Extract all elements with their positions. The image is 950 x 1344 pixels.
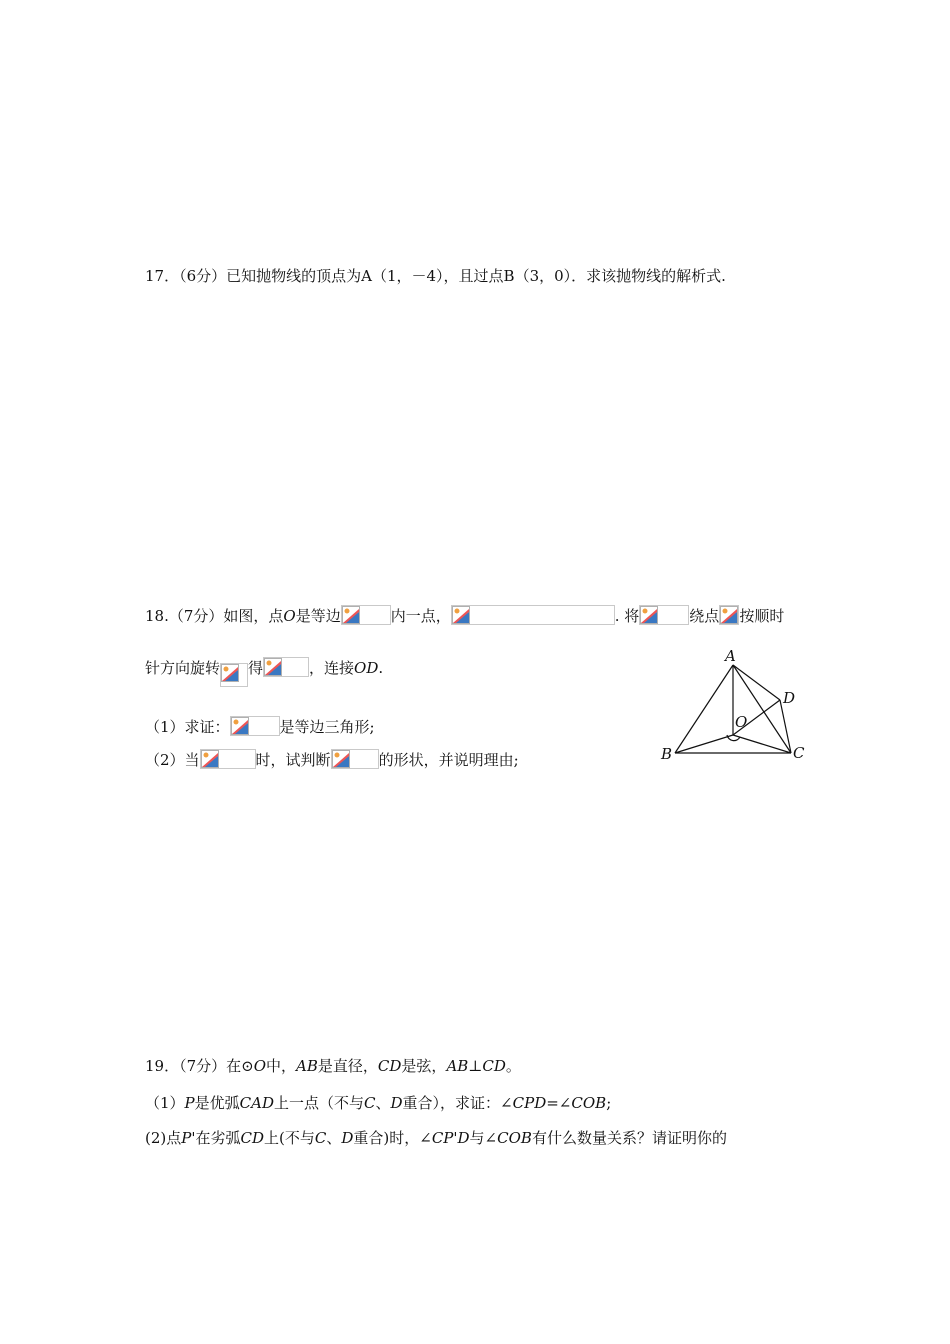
label-d: D	[783, 689, 796, 707]
q18-text: 18.（7分）如图，点	[145, 607, 284, 625]
q19-arc-cad: CAD	[239, 1094, 274, 1112]
q19-text: 重合)时，∠	[353, 1129, 432, 1147]
q18-text: 的形状，并说明理由;	[378, 751, 519, 769]
q19-text: (2)点	[145, 1129, 182, 1147]
q19-point-c: C	[364, 1094, 376, 1112]
q18-text: 针方向旋转	[145, 659, 221, 677]
q19-text: ;	[606, 1094, 612, 1112]
q19-text: 是弦，	[401, 1057, 447, 1075]
q19-text: 上(不与	[264, 1129, 315, 1147]
q18-text: 时，试判断	[255, 751, 331, 769]
q19-text: 与∠	[469, 1129, 498, 1147]
broken-image-icon	[230, 716, 280, 736]
q18-text: ，连接	[309, 659, 355, 677]
q19-segment-ab: AB	[296, 1057, 318, 1075]
q18-text: （1）求证：	[145, 718, 230, 736]
q19-text: =∠	[546, 1094, 572, 1112]
q18-line-1	[145, 605, 784, 626]
segment-ab	[675, 665, 733, 753]
q19-text: 是直径，	[317, 1057, 378, 1075]
q19-text: 是优弧	[194, 1094, 240, 1112]
q18-text: 得	[248, 659, 264, 677]
q19-text: 、	[326, 1129, 342, 1147]
q18-segment-od: OD	[354, 659, 379, 677]
q19-text: 19．（7分）在⊙	[145, 1057, 254, 1075]
q19-perpendicular: AB⊥CD	[446, 1057, 506, 1075]
q19-text: 重合），求证：∠	[402, 1094, 513, 1112]
label-c: C	[793, 744, 805, 762]
q19-angle-cp-prime-d: CP'D	[431, 1129, 470, 1147]
q19-part-1	[145, 1093, 611, 1113]
segment-bo	[675, 735, 733, 753]
q19-text: 有什么数量关系？请证明你的	[531, 1129, 727, 1147]
broken-image-icon	[220, 663, 248, 687]
q18-text: 内一点，	[390, 607, 451, 625]
label-o: O	[735, 713, 748, 731]
broken-image-icon	[263, 657, 309, 677]
q18-text: （2）当	[145, 751, 200, 769]
broken-image-icon	[451, 605, 615, 625]
label-a: A	[725, 647, 736, 665]
segment-ad	[733, 665, 780, 700]
q19-part-2	[145, 1128, 727, 1148]
q18-part-1	[145, 716, 375, 737]
q19-line-1	[145, 1056, 521, 1076]
segment-co	[733, 735, 791, 753]
q18-text: 绕点	[689, 607, 720, 625]
q19-circle-o: O	[253, 1057, 267, 1075]
broken-image-icon	[200, 749, 256, 769]
q19-point-d: D	[390, 1094, 403, 1112]
q19-angle-cpd: CPD	[512, 1094, 547, 1112]
q19-point-p-prime: P'	[181, 1129, 196, 1147]
broken-image-icon	[331, 749, 379, 769]
geometry-figure	[655, 645, 815, 770]
q17-line	[145, 266, 726, 286]
q19-text: 在劣弧	[195, 1129, 241, 1147]
q19-angle-cob: COB	[497, 1129, 532, 1147]
label-b: B	[661, 745, 673, 763]
q18-text: 是等边三角形;	[279, 718, 375, 736]
q19-text: 、	[375, 1094, 391, 1112]
q18-part-2	[145, 749, 519, 770]
broken-image-icon	[639, 605, 689, 625]
q19-text: 。	[505, 1057, 521, 1075]
broken-image-icon	[719, 605, 739, 625]
q17-text: 17．（6分）已知抛物线的顶点为A（1，－4），且过点B（3，0）．求该抛物线的解析式.	[145, 267, 726, 285]
q19-point-c: C	[314, 1129, 327, 1147]
q18-text: 按顺时	[739, 607, 785, 625]
q19-angle-cob: COB	[571, 1094, 607, 1112]
q19-segment-cd: CD	[377, 1057, 402, 1075]
q19-arc-cd: CD	[240, 1129, 264, 1147]
q18-point-o: O	[283, 607, 296, 625]
q19-text: 上一点（不与	[274, 1094, 365, 1112]
q18-text: .	[378, 659, 384, 677]
q19-point-d: D	[341, 1129, 354, 1147]
q18-text: 是等边	[295, 607, 341, 625]
q18-line-2	[145, 657, 383, 687]
broken-image-icon	[341, 605, 391, 625]
q19-text: （1）	[145, 1094, 185, 1112]
q18-text: . 将	[614, 607, 640, 625]
q19-point-p: P	[184, 1094, 195, 1112]
q19-text: 中，	[266, 1057, 297, 1075]
